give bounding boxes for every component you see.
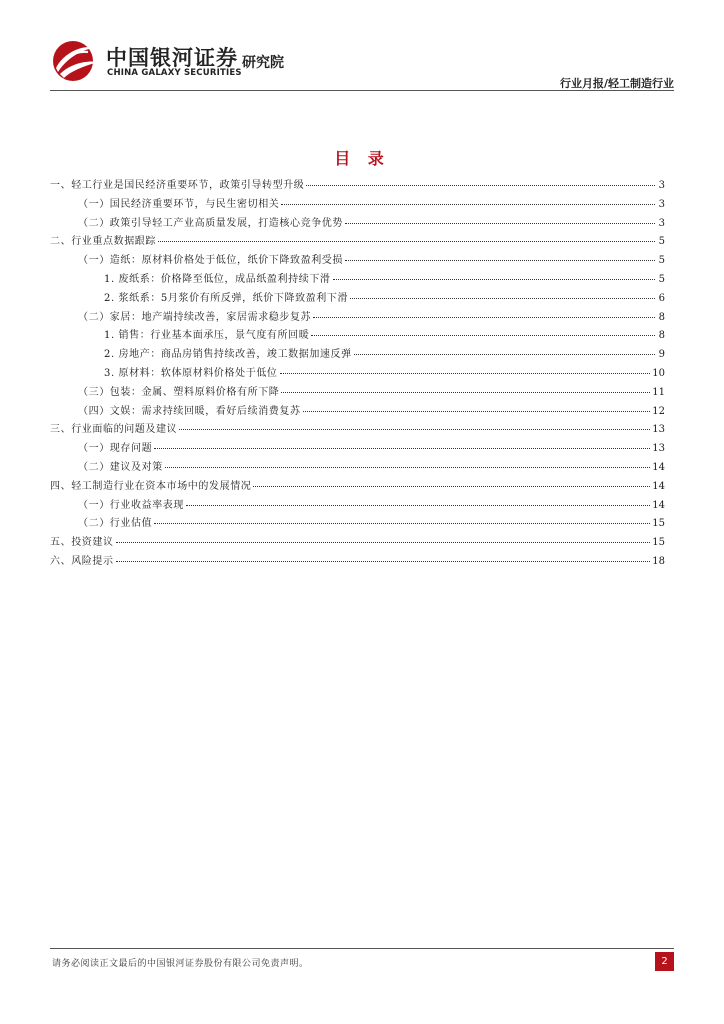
toc-entry[interactable] bbox=[50, 251, 665, 270]
toc-entry-label: 1. 销售：行业基本面承压，景气度有所回暖 bbox=[104, 330, 310, 342]
toc-entry-label: （二）行业估值 bbox=[78, 518, 153, 530]
toc-entry[interactable] bbox=[50, 214, 665, 233]
toc-leader-dots bbox=[345, 223, 655, 224]
report-type: 行业月报/轻工制造行业 bbox=[559, 77, 674, 90]
toc-leader-dots bbox=[281, 204, 655, 205]
toc-entry-label: 三、行业面临的问题及建议 bbox=[50, 424, 178, 436]
toc-entry-page: 15 bbox=[652, 537, 665, 549]
toc-entry-page: 5 bbox=[658, 236, 665, 248]
toc-entry-label: （一）造纸：原材料价格处于低位，纸价下降致盈利受损 bbox=[78, 255, 343, 267]
toc-leader-dots bbox=[345, 260, 655, 261]
toc-entry[interactable] bbox=[50, 552, 665, 571]
toc-entry[interactable] bbox=[50, 439, 665, 458]
toc-entry-label: 五、投资建议 bbox=[50, 537, 114, 549]
toc-entry-page: 9 bbox=[658, 349, 665, 361]
toc-leader-dots bbox=[116, 561, 651, 562]
toc-entry[interactable] bbox=[50, 326, 665, 345]
toc-leader-dots bbox=[333, 279, 655, 280]
toc-entry-label: 一、轻工行业是国民经济重要环节，政策引导转型升级 bbox=[50, 180, 305, 191]
toc-entry-page: 12 bbox=[652, 405, 665, 417]
toc-entry-label: （一）现存问题 bbox=[78, 443, 153, 455]
toc-entry-label: 2. 浆纸系：5月浆价有所反弹，纸价下降致盈利下滑 bbox=[104, 292, 349, 304]
toc-leader-dots bbox=[186, 505, 650, 506]
toc-entry-page: 3 bbox=[658, 180, 665, 191]
table-of-contents bbox=[50, 176, 665, 571]
toc-title: 目 录 bbox=[334, 149, 390, 168]
toc-entry-label: （一）国民经济重要环节，与民生密切相关 bbox=[78, 198, 280, 210]
toc-entry-page: 18 bbox=[652, 555, 665, 567]
toc-entry[interactable] bbox=[50, 514, 665, 533]
toc-leader-dots bbox=[354, 354, 655, 355]
page-header bbox=[50, 38, 674, 94]
toc-entry-label: （二）家居：地产端持续改善，家居需求稳步复苏 bbox=[78, 311, 312, 323]
toc-leader-dots bbox=[165, 467, 650, 468]
toc-entry[interactable] bbox=[50, 402, 665, 421]
toc-entry[interactable] bbox=[50, 458, 665, 477]
toc-entry-page: 8 bbox=[658, 330, 665, 342]
toc-entry-page: 3 bbox=[658, 217, 665, 229]
toc-entry-page: 6 bbox=[658, 292, 665, 304]
toc-leader-dots bbox=[280, 373, 651, 374]
toc-entry-label: （三）包装：金属、塑料原料价格有所下降 bbox=[78, 386, 280, 398]
toc-leader-dots bbox=[154, 523, 650, 524]
toc-entry-label: 3. 原材料：软体原材料价格处于低位 bbox=[104, 367, 278, 379]
toc-entry-page: 13 bbox=[652, 424, 665, 436]
toc-leader-dots bbox=[179, 429, 650, 430]
toc-entry-page: 14 bbox=[652, 461, 665, 473]
toc-entry-page: 5 bbox=[658, 255, 665, 267]
toc-entry-page: 10 bbox=[652, 367, 665, 379]
toc-leader-dots bbox=[311, 335, 655, 336]
toc-entry[interactable] bbox=[50, 496, 665, 515]
toc-entry-page: 11 bbox=[652, 386, 665, 398]
toc-entry[interactable] bbox=[50, 345, 665, 364]
toc-entry-label: 四、轻工制造行业在资本市场中的发展情况 bbox=[50, 480, 252, 492]
brand-name-en: CHINA GALAXY SECURITIES bbox=[107, 68, 242, 78]
toc-entry[interactable] bbox=[50, 383, 665, 402]
toc-entry[interactable] bbox=[50, 232, 665, 251]
toc-leader-dots bbox=[281, 392, 650, 393]
toc-entry-label: 二、行业重点数据跟踪 bbox=[50, 236, 156, 248]
toc-entry[interactable] bbox=[50, 533, 665, 552]
toc-entry-page: 5 bbox=[658, 273, 665, 285]
toc-entry-label: （一）行业收益率表现 bbox=[78, 499, 184, 511]
toc-leader-dots bbox=[116, 542, 651, 543]
toc-entry-page: 15 bbox=[652, 518, 665, 530]
toc-leader-dots bbox=[158, 241, 655, 242]
footer-disclaimer: 请务必阅读正文最后的中国银河证券股份有限公司免责声明。 bbox=[52, 959, 309, 969]
toc-entry-label: （二）政策引导轻工产业高质量发展，打造核心竞争优势 bbox=[78, 217, 343, 229]
galaxy-logo-icon bbox=[50, 38, 100, 84]
header-divider bbox=[50, 90, 674, 91]
toc-entry[interactable] bbox=[50, 308, 665, 327]
toc-entry[interactable] bbox=[50, 364, 665, 383]
toc-entry-label: 2. 房地产：商品房销售持续改善，竣工数据加速反弹 bbox=[104, 349, 352, 361]
toc-entry-label: （四）文娱：需求持续回暖，看好后续消费复苏 bbox=[78, 405, 301, 417]
toc-entry-label: 1. 废纸系：价格降至低位，成品纸盈利持续下滑 bbox=[104, 273, 331, 285]
toc-entry-label: （二）建议及对策 bbox=[78, 461, 163, 473]
toc-entry-page: 13 bbox=[652, 443, 665, 455]
toc-entry[interactable] bbox=[50, 477, 665, 496]
footer-divider bbox=[50, 948, 674, 949]
page-number: 2 bbox=[655, 952, 674, 971]
toc-entry-page: 14 bbox=[652, 499, 665, 511]
toc-entry[interactable] bbox=[50, 176, 665, 195]
toc-entry-page: 14 bbox=[652, 480, 665, 492]
toc-leader-dots bbox=[154, 448, 650, 449]
toc-leader-dots bbox=[313, 317, 655, 318]
toc-entry-label: 六、风险提示 bbox=[50, 555, 114, 567]
toc-leader-dots bbox=[253, 486, 650, 487]
toc-entry[interactable] bbox=[50, 289, 665, 308]
toc-entry[interactable] bbox=[50, 270, 665, 289]
toc-leader-dots bbox=[306, 185, 655, 186]
toc-entry[interactable] bbox=[50, 420, 665, 439]
toc-entry-page: 8 bbox=[658, 311, 665, 323]
brand-subtitle: 研究院 bbox=[242, 55, 284, 71]
brand-name-cn: 中国银河证券 bbox=[106, 46, 238, 70]
toc-leader-dots bbox=[350, 298, 655, 299]
toc-entry-page: 3 bbox=[658, 198, 665, 210]
toc-leader-dots bbox=[303, 411, 651, 412]
toc-entry[interactable] bbox=[50, 195, 665, 214]
